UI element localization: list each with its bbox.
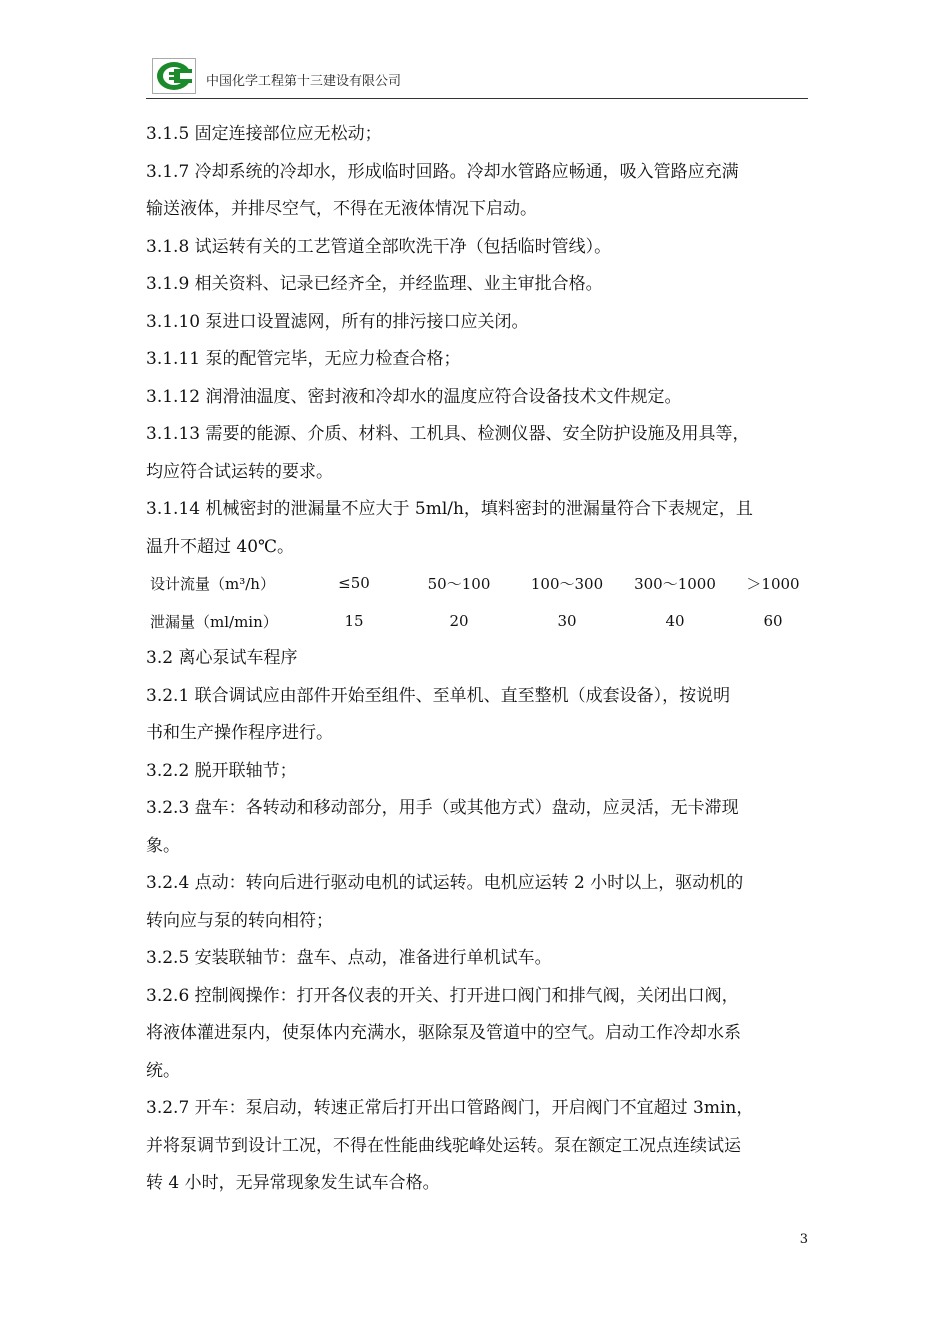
paragraph-line: 3.1.8 试运转有关的工艺管道全部吹洗干净（包括临时管线）。 (146, 236, 612, 257)
paragraph-line: 3.1.10 泵进口设置滤网，所有的排污接口应关闭。 (146, 311, 529, 332)
row-label: 设计流量（m³/h） (150, 574, 275, 593)
table-cell: 100～300 (530, 574, 604, 593)
table-cell: 20 (449, 612, 469, 630)
paragraph-line: 输送液体，并排尽空气，不得在无液体情况下启动。 (146, 199, 537, 219)
table-cell: 60 (763, 612, 783, 630)
paragraph-line: 书和生产操作程序进行。 (146, 723, 333, 743)
body-section-a (146, 116, 808, 566)
paragraph-line: 温升不超过 40℃。 (146, 536, 295, 557)
paragraph-line: 均应符合试运转的要求。 (146, 461, 333, 482)
paragraph-line: 3.1.11 泵的配管完毕，无应力检查合格； (146, 349, 461, 369)
section-heading: 3.2 离心泵试车程序 (146, 648, 298, 668)
paragraph-line: 3.2.4 点动：转向后进行驱动电机的试运转。电机应运转 2 小时以上，驱动机的 (146, 873, 744, 893)
paragraph-line: 转向应与泵的转向相符； (146, 910, 333, 931)
company-logo-icon (152, 58, 196, 94)
company-name: 中国化学工程第十三建设有限公司 (206, 74, 402, 89)
paragraph-line: 3.2.2 脱开联轴节； (146, 760, 297, 781)
table-cell: ＞1000 (746, 574, 800, 593)
page-number: 3 (799, 1232, 808, 1247)
table-row (146, 564, 808, 602)
paragraph-line: 将液体灌进泵内，使泵体内充满水，驱除泵及管道中的空气。启动工作冷却水系 (146, 1023, 741, 1043)
paragraph-line: 统。 (146, 1060, 180, 1081)
paragraph-line: 3.1.7 冷却系统的冷却水，形成临时回路。冷却水管路应畅通，吸入管路应充满 (146, 161, 739, 182)
leakage-table (146, 564, 808, 640)
paragraph-line: 3.2.3 盘车：各转动和移动部分，用手（或其他方式）盘动，应灵活，无卡滞现 (146, 798, 739, 818)
paragraph-line: 3.1.12 润滑油温度、密封液和冷却水的温度应符合设备技术文件规定。 (146, 386, 682, 407)
table-cell: 40 (665, 612, 685, 630)
paragraph-line: 3.2.5 安装联轴节：盘车、点动，准备进行单机试车。 (146, 948, 552, 968)
paragraph-line: 3.1.13 需要的能源、介质、材料、工机具、检测仪器、安全防护设施及用具等， (146, 424, 750, 444)
paragraph-line: 3.1.14 机械密封的泄漏量不应大于 5ml/h，填料密封的泄漏量符合下表规定，且 (146, 499, 753, 519)
row-label: 泄漏量（ml/min） (150, 612, 278, 631)
paragraph-line: 3.2.1 联合调试应由部件开始至组件、至单机、直至整机（成套设备），按说明 (146, 685, 731, 706)
paragraph-line: 并将泵调节到设计工况，不得在性能曲线驼峰处运转。泵在额定工况点连续试运 (146, 1135, 741, 1156)
header-rule (146, 98, 808, 99)
body-section-b (146, 640, 808, 1203)
paragraph-line: 象。 (146, 835, 180, 856)
paragraph-line: 3.1.9 相关资料、记录已经齐全，并经监理、业主审批合格。 (146, 274, 603, 294)
table-cell: 50～100 (427, 574, 491, 593)
paragraph-line: 3.2.6 控制阀操作：打开各仪表的开关、打开进口阀门和排气阀，关闭出口阀， (146, 985, 739, 1006)
table-cell: 30 (557, 612, 577, 630)
paragraph-line: 3.1.5 固定连接部位应无松动； (146, 124, 382, 144)
table-cell: ≤50 (338, 574, 370, 592)
paragraph-line: 3.2.7 开车：泵启动，转速正常后打开出口管路阀门，开启阀门不宜超过 3min， (146, 1098, 754, 1118)
table-cell: 300～1000 (634, 574, 716, 593)
table-cell: 15 (344, 612, 364, 630)
table-row (146, 602, 808, 640)
page-header (152, 58, 812, 98)
paragraph-line: 转 4 小时，无异常现象发生试车合格。 (146, 1173, 440, 1193)
